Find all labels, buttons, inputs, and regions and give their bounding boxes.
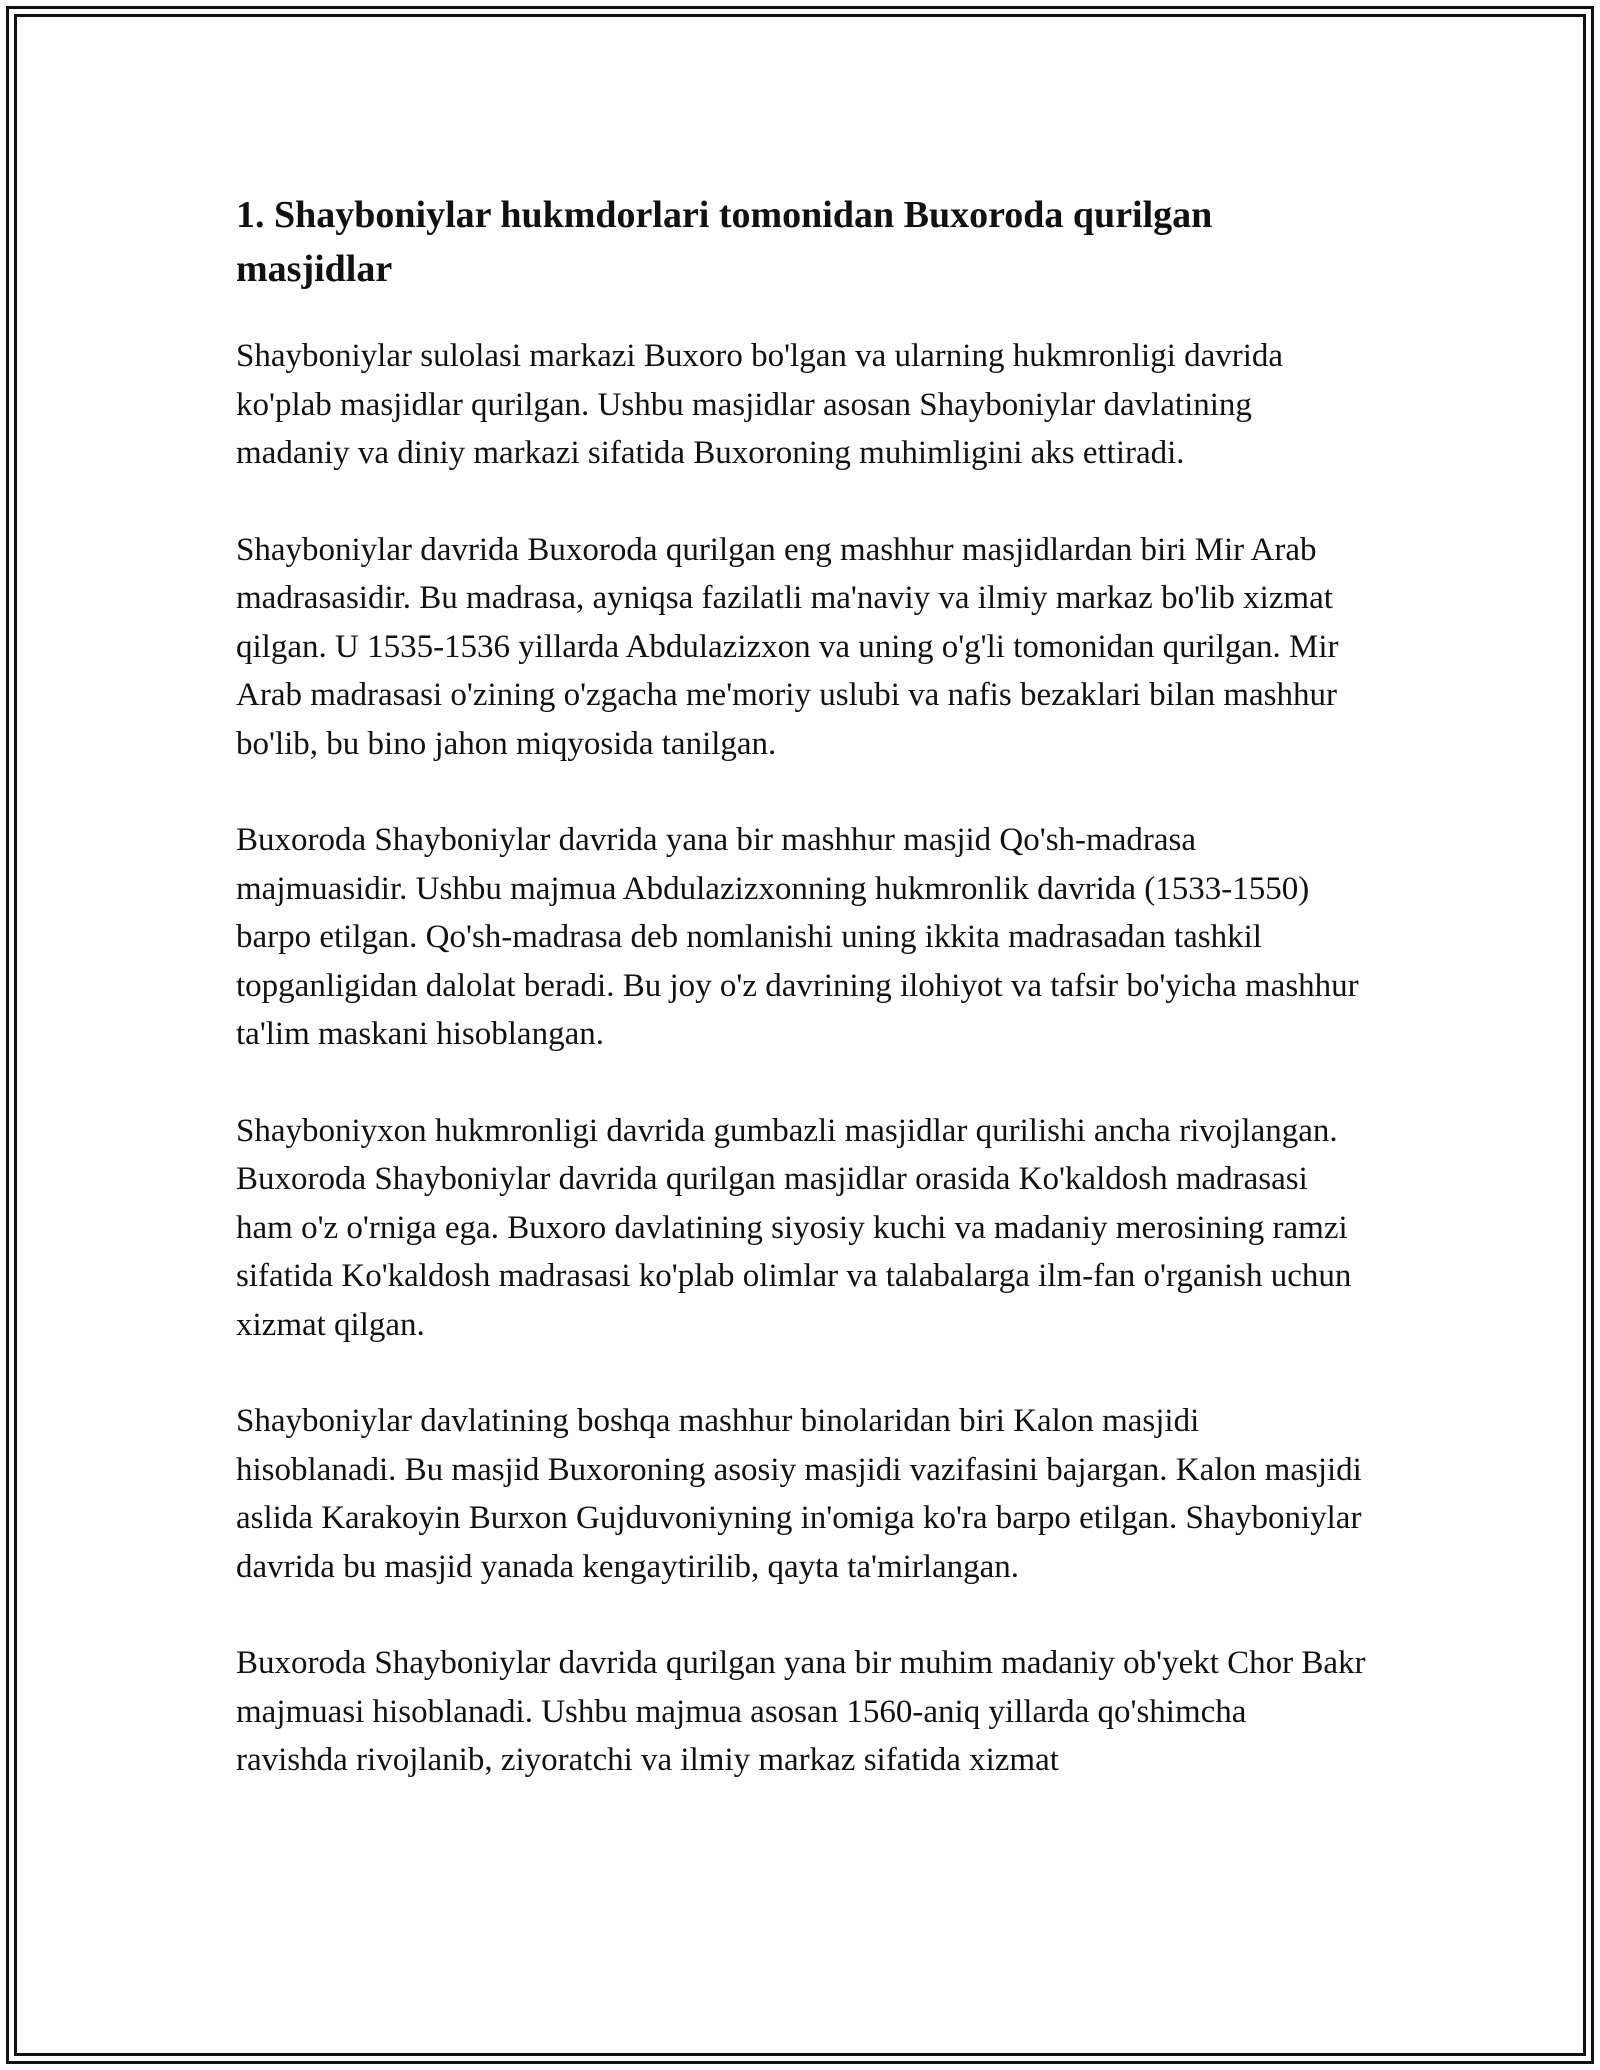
paragraph-kokaldosh: Shayboniyxon hukmronligi davrida gumbazli masjidlar qurilishi ancha rivojlangan. Buxoroda Shayboniylar davrida qurilgan masjidlar orasida Ko'kaldosh madrasasi ham o'z o'rniga ega. Buxoro davlatining siyosiy kuchi va madaniy merosining ramzi sifatida Ko'kaldosh madrasasi ko'plab olimlar va talabalarga ilm-fan o'rganish uchun xizmat qilgan.: [236, 1112, 1352, 1343]
paragraph-chor-bakr: Buxoroda Shayboniylar davrida qurilgan yana bir muhim madaniy ob'yekt Chor Bakr majmuasi hisoblanadi. Ushbu majmua asosan 1560-aniq yillarda qo'shimcha ravishda rivojlanib, ziyoratchi va ilmiy markaz sifatida xizmat: [236, 1645, 1366, 1778]
paragraph-mir-arab: Shayboniylar davrida Buxoroda qurilgan eng mashhur masjidlardan biri Mir Arab madrasasidir. Bu madrasa, ayniqsa fazilatli ma'naviy va ilmiy markaz bo'lib xizmat qilgan. U 1535-1536 yillarda Abdulazizxon va uning o'g'li tomonidan qurilgan. Mir Arab madrasasi o'zining o'zgacha me'moriy uslubi va nafis bezaklari bilan mashhur bo'lib, bu bino jahon miqyosida tanilgan.: [236, 531, 1339, 762]
document-body: [236, 188, 1366, 1833]
paragraph-kalon: Shayboniylar davlatining boshqa mashhur binolaridan biri Kalon masjidi hisoblanadi. Bu masjid Buxoroning asosiy masjidi vazifasini bajargan. Kalon masjidi aslida Karakoyin Burxon Gujduvoniyning in'omiga ko'ra barpo etilgan. Shayboniylar davrida bu masjid yanada kengaytirilib, qayta ta'mirlangan.: [236, 1403, 1362, 1585]
section-heading: 1. Shayboniylar hukmdorlari tomonidan Buxoroda qurilgan masjidlar: [236, 194, 1213, 290]
paragraph-qosh-madrasa: Buxoroda Shayboniylar davrida yana bir mashhur masjid Qo'sh-madrasa majmuasidir. Ushbu majmua Abdulazizxonning hukmronlik davrida (1533-1550) barpo etilgan. Qo'sh-madrasa deb nomlanishi uning ikkita madrasadan tashkil topganligidan dalolat beradi. Bu joy o'z davrining ilohiyot va tafsir bo'yicha mashhur ta'lim maskani hisoblangan.: [236, 822, 1359, 1052]
paragraph-intro: Shayboniylar sulolasi markazi Buxoro bo'lgan va ularning hukmronligi davrida ko'plab masjidlar qurilgan. Ushbu masjidlar asosan Shayboniylar davlatining madaniy va diniy markazi sifatida Buxoroning muhimligini aks ettiradi.: [236, 338, 1284, 471]
